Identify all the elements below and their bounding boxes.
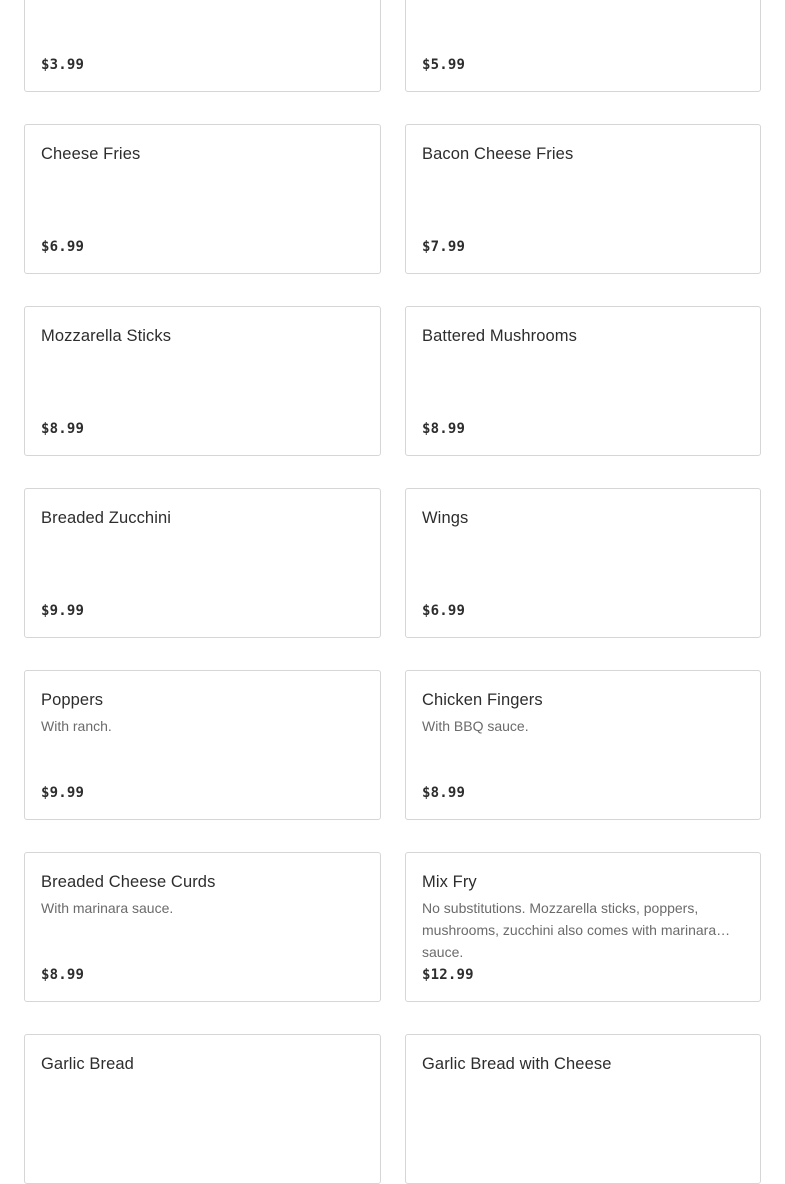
item-price: $6.99 xyxy=(41,239,85,255)
item-price: $12.99 xyxy=(422,967,474,983)
item-name: Mozzarella Sticks xyxy=(41,327,172,345)
item-price: $8.99 xyxy=(422,421,466,437)
item-price: $5.99 xyxy=(422,57,466,73)
menu-item-card[interactable] xyxy=(405,852,761,1002)
menu-item-card[interactable] xyxy=(24,670,381,820)
item-price: $9.99 xyxy=(41,603,85,619)
item-name: Poppers xyxy=(41,691,104,709)
item-name: Garlic Bread xyxy=(41,1055,134,1073)
item-description: With marinara sauce. xyxy=(41,900,174,916)
item-name: Breaded Cheese Curds xyxy=(41,873,216,891)
item-name: Bacon Cheese Fries xyxy=(422,145,574,163)
item-price: $8.99 xyxy=(41,421,85,437)
menu-item-card[interactable] xyxy=(24,0,381,92)
item-name: Mix Fry xyxy=(422,873,477,891)
item-name: Battered Mushrooms xyxy=(422,327,577,345)
item-description: With BBQ sauce. xyxy=(422,718,529,734)
menu-item-card[interactable] xyxy=(405,124,761,274)
menu-item-card[interactable] xyxy=(405,670,761,820)
item-name: Chicken Fingers xyxy=(422,691,543,709)
menu-item-card[interactable] xyxy=(405,1034,761,1184)
item-price: $7.99 xyxy=(422,239,466,255)
menu-item-card[interactable] xyxy=(405,306,761,456)
menu-item-card[interactable] xyxy=(24,488,381,638)
item-price: $6.99 xyxy=(422,603,466,619)
item-price: $8.99 xyxy=(41,967,85,983)
menu-item-card[interactable] xyxy=(24,852,381,1002)
menu-items-grid xyxy=(24,0,761,1184)
item-description: No substitutions. Mozzarella sticks, poppers, mushrooms, zucchini also comes with marinara sauce. xyxy=(422,900,717,960)
menu-item-card[interactable] xyxy=(24,1034,381,1184)
item-name: Breaded Zucchini xyxy=(41,509,172,527)
item-price: $3.99 xyxy=(41,57,85,73)
menu-item-card[interactable] xyxy=(405,488,761,638)
menu-item-card[interactable] xyxy=(405,0,761,92)
item-name: Garlic Bread with Cheese xyxy=(422,1055,612,1073)
item-price: $9.99 xyxy=(41,785,85,801)
item-name: Cheese Fries xyxy=(41,145,141,163)
menu-item-card[interactable] xyxy=(24,124,381,274)
item-name: Wings xyxy=(422,509,469,527)
menu-item-card[interactable] xyxy=(24,306,381,456)
item-description: With ranch. xyxy=(41,718,112,734)
item-price: $8.99 xyxy=(422,785,466,801)
